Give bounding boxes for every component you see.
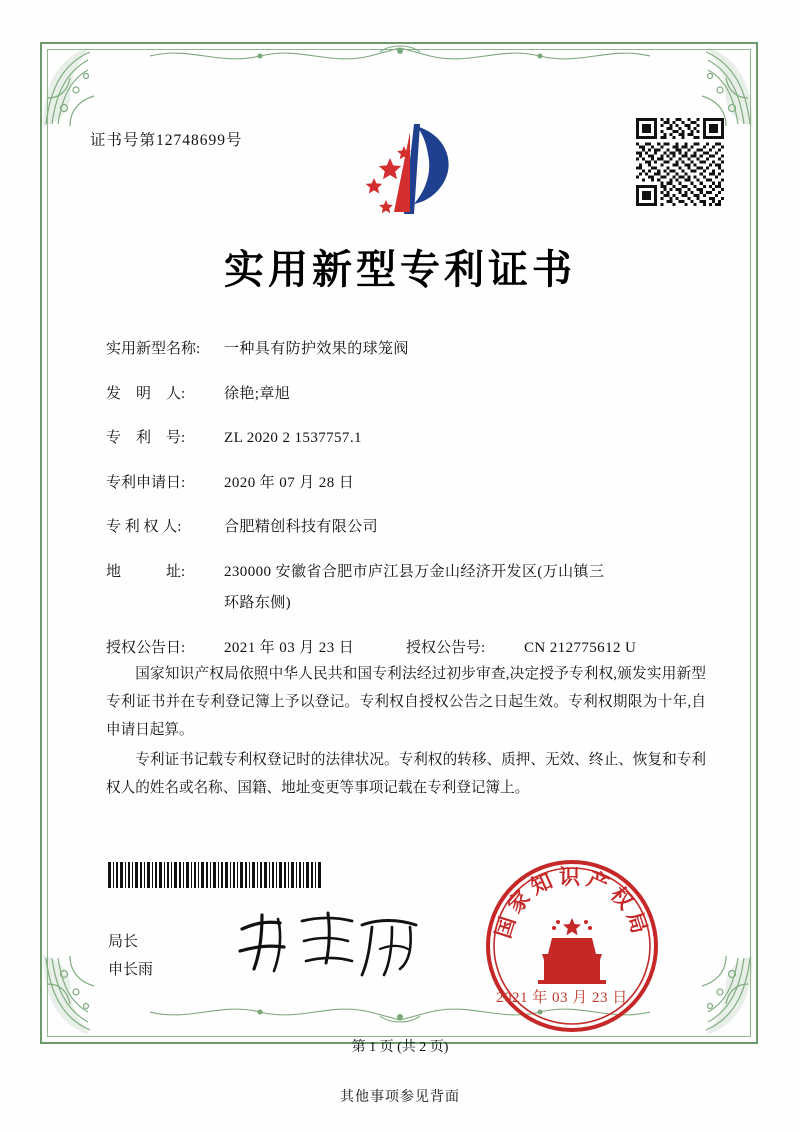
legal-paragraph-1: 国家知识产权局依照中华人民共和国专利法经过初步审查,决定授予专利权,颁发实用新型专利证书并在专利登记簿上予以登记。专利权自授权公告之日起生效。专利权期限为十年,自申请日起算。	[106, 666, 706, 738]
field-label: 专 利 号:	[106, 430, 186, 446]
seal-date: 2021 年 03 月 23 日	[496, 990, 628, 1006]
field-row-patentee	[106, 516, 706, 539]
field-label: 实用新型名称:	[106, 341, 201, 357]
corner-ornament-icon	[36, 38, 132, 134]
barcode	[108, 862, 324, 888]
publication-number-label: 授权公告号:	[406, 639, 486, 656]
field-value-wrapper	[224, 561, 706, 615]
field-label: 地 址:	[106, 563, 186, 580]
certificate-number: 证书号第12748699号	[90, 132, 243, 149]
field-value: 合肥精创科技有限公司	[224, 519, 379, 535]
field-label: 专利申请日:	[106, 474, 186, 491]
official-seal	[478, 852, 666, 1040]
corner-ornament-icon	[664, 948, 760, 1044]
field-row-application-date	[106, 472, 706, 495]
field-row-address	[106, 561, 706, 615]
field-row-inventor	[106, 383, 706, 406]
field-row-patent-number	[106, 427, 706, 450]
legal-paragraph-2: 专利证书记载专利权登记时的法律状况。专利权的转移、质押、无效、终止、恢复和专利权人的姓名或名称、国籍、地址变更等事项记载在专利登记簿上。	[106, 752, 706, 796]
field-row-publication	[106, 637, 706, 660]
field-value: 230000 安徽省合肥市庐江县万金山经济开发区(万山镇三	[224, 563, 605, 580]
legal-text	[106, 660, 706, 804]
publication-date-label: 授权公告日:	[106, 639, 186, 656]
field-value: 一种具有防护效果的球笼阀	[224, 341, 409, 357]
certificate-fields	[106, 338, 706, 681]
svg-text:国家知识产权局: 国家知识产权局	[489, 864, 655, 942]
signature-role: 局长	[108, 934, 139, 950]
qr-code	[636, 118, 724, 206]
cnipa-logo-icon	[352, 116, 462, 222]
publication-number-value: CN 212775612 U	[524, 639, 637, 656]
field-value: 2020 年 07 月 28 日	[224, 474, 355, 491]
page-title: 实用新型专利证书	[224, 246, 576, 293]
page-number: 第 1 页 (共 2 页)	[351, 1040, 449, 1055]
field-row-utility-model-name	[106, 338, 706, 361]
field-value: ZL 2020 2 1537757.1	[224, 430, 362, 446]
field-value: 徐艳;章旭	[224, 385, 291, 402]
field-value-continued: 环路东侧)	[224, 595, 291, 611]
footnote: 其他事项参见背面	[340, 1090, 460, 1105]
publication-date-value: 2021 年 03 月 23 日	[224, 639, 355, 656]
edge-ornament-icon	[150, 42, 650, 68]
field-label: 专 利 权 人:	[106, 519, 182, 535]
handwritten-signature	[232, 905, 432, 985]
signature-block	[108, 928, 153, 984]
signature-name: 申长雨	[108, 962, 154, 978]
field-label: 发 明 人:	[106, 385, 186, 402]
